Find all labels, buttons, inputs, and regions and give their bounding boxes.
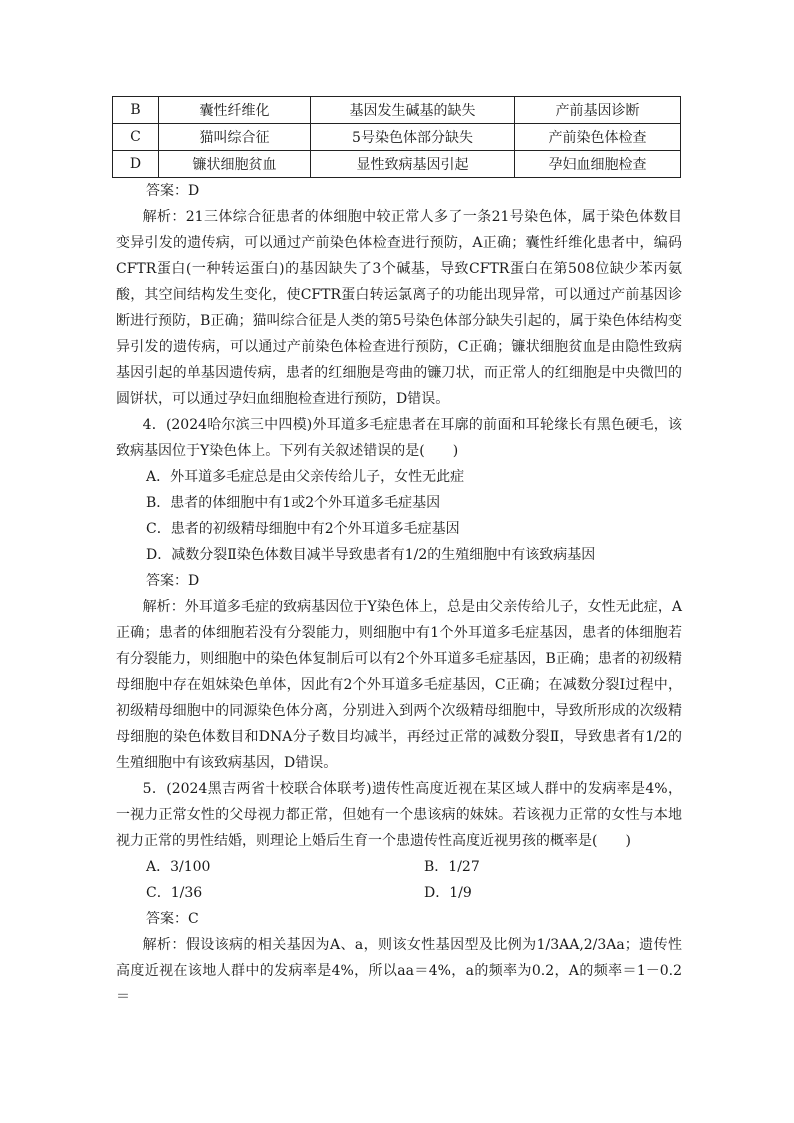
q5-option-b: B．1/27: [424, 859, 480, 875]
q5-option-d: D．1/9: [424, 885, 472, 901]
table-row: [113, 97, 681, 124]
table-cell: 产前染色体检查: [515, 124, 681, 151]
options-table: [112, 96, 681, 178]
table-cell: C: [113, 124, 159, 151]
q4-analysis: 解析：外耳道多毛症的致病基因位于Y染色体上，总是由父亲传给儿子，女性无此症，A正确；患者的体细胞若没有分裂能力，则细胞中有1个外耳道多毛症基因，患者的体细胞若有分裂能力，则细胞中的染色体复制后可以有2个外耳道多毛症基因，B正确；患者的初级精母细胞中存在姐妹染色单体，因此有2个外耳道多毛症基因，C正确；在减数分裂Ⅰ过程中，初级精母细胞中的同源染色体分离，分别进入到两个次级精母细胞中，导致所形成的次级精母细胞的染色体数目和DNA分子数目均减半，再经过正常的减数分裂Ⅱ，导致患者有1/2的生殖细胞中有该致病基因，D错误。: [116, 599, 683, 771]
q3-analysis: 解析：21三体综合征患者的体细胞中较正常人多了一条21号染色体，属于染色体数目变异引发的遗传病，可以通过产前染色体检查进行预防，A正确；囊性纤维化患者中，编码CFTR蛋白(一种转运蛋白)的基因缺失了3个碱基，导致CFTR蛋白在第508位缺少苯丙氨酸，其空间结构发生变化，使CFTR蛋白转运氯离子的功能出现异常，可以通过产前基因诊断进行预防，B正确；猫叫综合征是人类的第5号染色体部分缺失引起的，属于染色体结构变异引发的遗传病，可以通过产前染色体检查进行预防，C正确；镰状细胞贫血是由隐性致病基因引起的单基因遗传病，患者的红细胞是弯曲的镰刀状，而正常人的红细胞是中央微凹的圆饼状，可以通过孕妇血细胞检查进行预防，D错误。: [116, 209, 682, 407]
q4-option-c: C．患者的初级精母细胞中有2个外耳道多毛症基因: [146, 521, 460, 537]
q5-stem: 5．(2024黑吉两省十校联合体联考)遗传性高度近视在某区域人群中的发病率是4%，一视力正常女性的父母视力都正常，但她有一个患该病的妹妹。若该视力正常的女性与本地视力正常的男性结婚，则理论上婚后生育一个患遗传性高度近视男孩的概率是( ): [116, 781, 682, 849]
q5-analysis: 解析：假设该病的相关基因为A、a，则该女性基因型及比例为1/3AA,2/3Aa；遗传性高度近视在该地人群中的发病率是4%，所以aa＝4%，a的频率为0.2，A的频率＝1－0.2＝: [116, 937, 682, 1005]
q5-answer: 答案：C: [146, 911, 199, 927]
table-cell: 产前基因诊断: [515, 97, 681, 124]
table-cell: B: [113, 97, 159, 124]
q4-stem: 4．(2024哈尔滨三中四模)外耳道多毛症患者在耳廓的前面和耳轮缘长有黑色硬毛，该致病基因位于Y染色体上。下列有关叙述错误的是( ): [116, 417, 682, 459]
q4-option-d: D．减数分裂Ⅱ染色体数目减半导致患者有1/2的生殖细胞中有该致病基因: [146, 547, 596, 563]
table-cell: D: [113, 151, 159, 178]
table-row: [113, 151, 681, 178]
q5-options-row: [116, 854, 682, 880]
table-cell: 显性致病基因引起: [311, 151, 515, 178]
q5-option-c: C．1/36: [146, 885, 203, 901]
table-cell: 囊性纤维化: [159, 97, 311, 124]
q5-options-row: [116, 880, 682, 906]
q4-answer: 答案：D: [146, 573, 200, 589]
q4-option-b: B．患者的体细胞中有1或2个外耳道多毛症基因: [146, 495, 441, 511]
q5-option-a: A．3/100: [146, 859, 211, 875]
q3-answer: 答案：D: [146, 183, 200, 199]
table-row: [113, 124, 681, 151]
table-cell: 镰状细胞贫血: [159, 151, 311, 178]
table-cell: 基因发生碱基的缺失: [311, 97, 515, 124]
q4-option-a: A．外耳道多毛症总是由父亲传给儿子，女性无此症: [146, 469, 465, 485]
table-cell: 5号染色体部分缺失: [311, 124, 515, 151]
content: [116, 178, 682, 1010]
table-cell: 猫叫综合征: [159, 124, 311, 151]
table-cell: 孕妇血细胞检查: [515, 151, 681, 178]
